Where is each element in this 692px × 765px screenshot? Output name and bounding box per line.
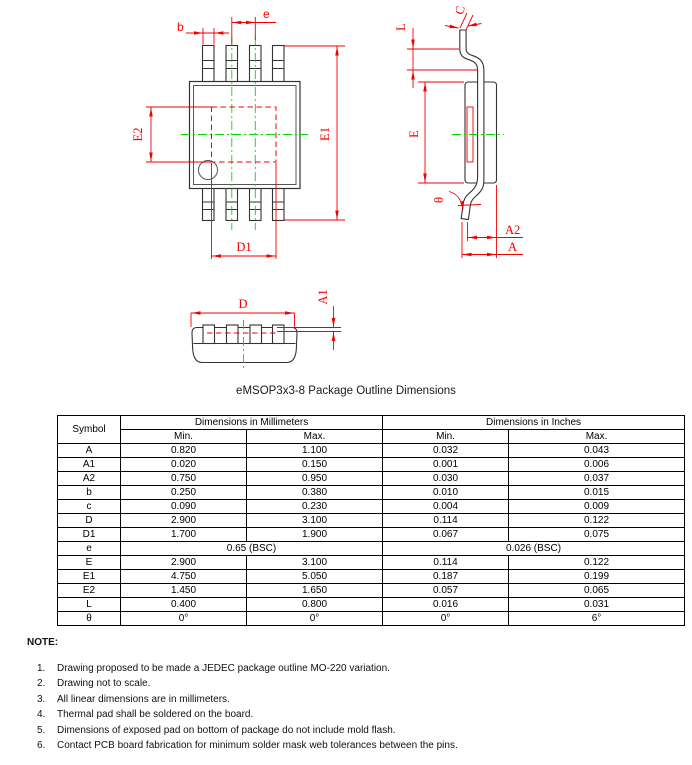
note-item bbox=[37, 676, 672, 691]
table-row: c 0.090 0.230 0.004 0.009 bbox=[58, 500, 685, 514]
notes-heading: NOTE: bbox=[27, 637, 59, 648]
col-header-mm: Dimensions in Millimeters bbox=[121, 416, 383, 430]
dim-label-c: C bbox=[452, 4, 468, 16]
top-view bbox=[131, 7, 345, 259]
dim-label-E: E bbox=[407, 130, 421, 138]
col-header-in-min: Min. bbox=[383, 430, 509, 444]
dim-e bbox=[232, 17, 276, 44]
package-outline-drawing bbox=[0, 0, 692, 378]
table-row: D 2.900 3.100 0.114 0.122 bbox=[58, 514, 685, 528]
note-text: All linear dimensions are in millimeters. bbox=[57, 693, 230, 705]
note-number: 3. bbox=[37, 693, 46, 705]
dim-label-A2: A2 bbox=[505, 223, 521, 237]
page-title: eMSOP3x3-8 Package Outline Dimensions bbox=[236, 385, 456, 397]
table-row: L 0.400 0.800 0.016 0.031 bbox=[58, 598, 685, 612]
col-header-in-max: Max. bbox=[509, 430, 685, 444]
dimensions-table bbox=[57, 415, 685, 626]
table-row: E1 4.750 5.050 0.187 0.199 bbox=[58, 570, 685, 584]
package-body-top-view bbox=[190, 82, 301, 189]
col-header-inches: Dimensions in Inches bbox=[383, 416, 685, 430]
dim-label-A: A bbox=[508, 240, 518, 254]
note-text: Contact PCB board fabrication for minimum solder mask web tolerances between the pins. bbox=[57, 740, 458, 752]
dim-label-L: L bbox=[394, 23, 408, 31]
col-header-mm-max: Max. bbox=[247, 430, 383, 444]
col-header-symbol: Symbol bbox=[58, 416, 121, 444]
table-row: D1 1.700 1.900 0.067 0.075 bbox=[58, 528, 685, 542]
note-item bbox=[37, 661, 672, 676]
col-header-mm-min: Min. bbox=[121, 430, 247, 444]
dim-label-e: e bbox=[263, 7, 270, 21]
table-row: A 0.820 1.100 0.032 0.043 bbox=[58, 444, 685, 458]
note-item bbox=[37, 707, 672, 722]
table-row: A2 0.750 0.950 0.030 0.037 bbox=[58, 472, 685, 486]
dim-label-A1: A1 bbox=[316, 289, 330, 305]
table-header-row bbox=[58, 416, 685, 430]
note-number: 6. bbox=[37, 740, 46, 752]
dim-label-theta: θ bbox=[432, 197, 446, 203]
table-row-e-spanned: e 0.65 (BSC) 0.026 (BSC) bbox=[58, 542, 685, 556]
table-row: b 0.250 0.380 0.010 0.015 bbox=[58, 486, 685, 500]
dim-label-D: D bbox=[238, 297, 248, 311]
notes-section bbox=[27, 637, 672, 753]
dim-label-E1: E1 bbox=[318, 127, 332, 141]
note-number: 1. bbox=[37, 663, 46, 674]
table-row: θ 0° 0° 0° 6° bbox=[58, 612, 685, 626]
side-view bbox=[394, 5, 523, 258]
dim-E bbox=[418, 82, 464, 183]
note-text: Drawing proposed to be made a JEDEC package outline MO-220 variation. bbox=[57, 663, 390, 674]
dim-b bbox=[186, 28, 229, 45]
note-text: Dimensions of exposed pad on bottom of package do not include mold flash. bbox=[57, 724, 396, 736]
table-row: A1 0.020 0.150 0.001 0.006 bbox=[58, 458, 685, 472]
dim-label-E2: E2 bbox=[131, 127, 145, 142]
table-subheader-row bbox=[58, 430, 685, 444]
note-number: 5. bbox=[37, 724, 46, 736]
note-number: 2. bbox=[37, 678, 46, 690]
note-text: Thermal pad shall be soldered on the board. bbox=[57, 709, 254, 721]
table-row: E2 1.450 1.650 0.057 0.065 bbox=[58, 584, 685, 598]
table-row: E 2.900 3.100 0.114 0.122 bbox=[58, 556, 685, 570]
dim-label-b: b bbox=[177, 20, 184, 34]
dim-label-D1: D1 bbox=[236, 240, 252, 254]
note-item bbox=[37, 738, 672, 753]
note-item bbox=[37, 723, 672, 738]
note-number: 4. bbox=[37, 709, 46, 721]
note-item bbox=[37, 692, 672, 707]
front-view bbox=[191, 289, 341, 368]
note-text: Drawing not to scale. bbox=[57, 678, 151, 690]
